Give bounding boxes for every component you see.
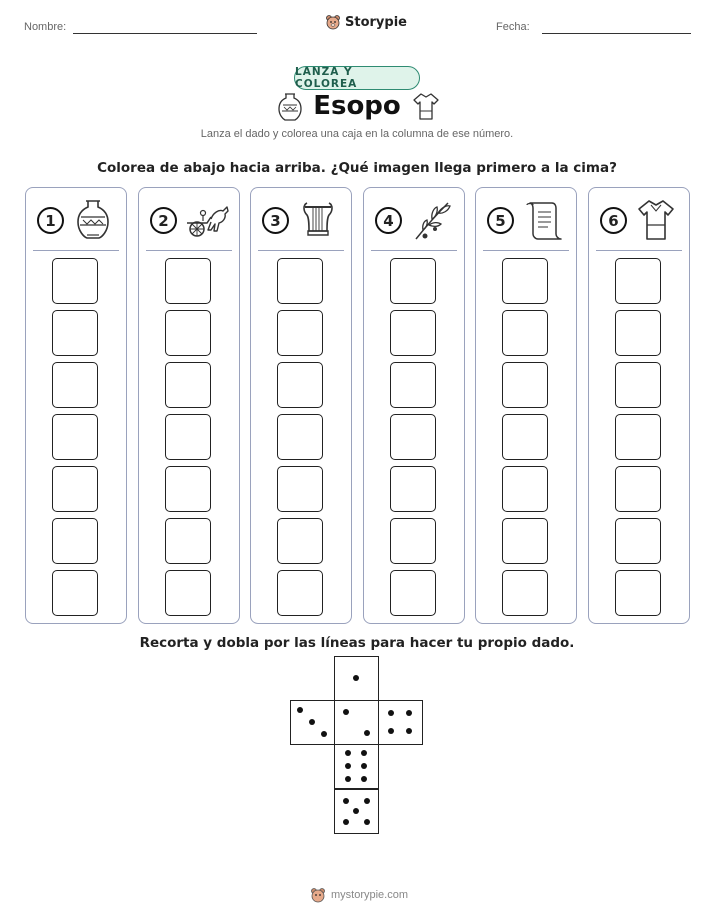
color-box[interactable] bbox=[615, 362, 661, 408]
color-box[interactable] bbox=[277, 518, 323, 564]
dice-pip bbox=[388, 728, 394, 734]
column-number: 5 bbox=[487, 207, 514, 234]
dice-pip bbox=[406, 710, 412, 716]
color-box[interactable] bbox=[502, 414, 548, 460]
date-line bbox=[542, 33, 691, 34]
footer bbox=[310, 887, 408, 903]
dice-face-1 bbox=[334, 656, 379, 701]
dice-pip bbox=[345, 776, 351, 782]
chariot-icon bbox=[183, 197, 229, 243]
column-6 bbox=[588, 187, 690, 624]
color-box[interactable] bbox=[615, 414, 661, 460]
lyre-icon bbox=[295, 197, 341, 243]
date-label: Fecha: bbox=[496, 21, 530, 33]
amphora-icon bbox=[274, 91, 306, 123]
dice-pip bbox=[343, 798, 349, 804]
scroll-icon bbox=[520, 197, 566, 243]
olive-branch-icon bbox=[408, 197, 454, 243]
column-divider bbox=[33, 250, 119, 251]
dice-pip bbox=[343, 709, 349, 715]
column-divider bbox=[483, 250, 569, 251]
dice-face-6 bbox=[334, 744, 379, 789]
dice-pip bbox=[345, 763, 351, 769]
column-number: 4 bbox=[375, 207, 402, 234]
column-number: 2 bbox=[150, 207, 177, 234]
color-box[interactable] bbox=[277, 414, 323, 460]
subtitle: Lanza el dado y colorea una caja en la columna de ese número. bbox=[200, 128, 514, 140]
color-box[interactable] bbox=[502, 310, 548, 356]
column-number: 1 bbox=[37, 207, 64, 234]
column-divider bbox=[258, 250, 344, 251]
dice-pip bbox=[364, 730, 370, 736]
dice-pip bbox=[406, 728, 412, 734]
brand-name: Storypie bbox=[345, 14, 407, 30]
dice-pip bbox=[361, 763, 367, 769]
color-box[interactable] bbox=[502, 362, 548, 408]
color-box[interactable] bbox=[165, 570, 211, 616]
brand-logo bbox=[325, 14, 407, 30]
color-box[interactable] bbox=[277, 362, 323, 408]
color-box[interactable] bbox=[52, 570, 98, 616]
amphora-icon bbox=[70, 197, 116, 243]
name-label: Nombre: bbox=[24, 21, 67, 33]
column-divider bbox=[596, 250, 682, 251]
dice-pip bbox=[388, 710, 394, 716]
column-3 bbox=[250, 187, 352, 624]
column-2 bbox=[138, 187, 240, 624]
color-box[interactable] bbox=[52, 258, 98, 304]
color-box[interactable] bbox=[390, 414, 436, 460]
color-box[interactable] bbox=[390, 466, 436, 512]
dice-pip bbox=[364, 798, 370, 804]
color-box[interactable] bbox=[165, 466, 211, 512]
dice-face-5 bbox=[334, 789, 379, 834]
bear-icon bbox=[325, 14, 341, 30]
dice-pip bbox=[361, 776, 367, 782]
dice-pip bbox=[343, 819, 349, 825]
column-divider bbox=[371, 250, 457, 251]
dice-pip bbox=[345, 750, 351, 756]
color-box[interactable] bbox=[165, 310, 211, 356]
dice-face-2 bbox=[334, 700, 379, 745]
color-box[interactable] bbox=[615, 466, 661, 512]
dice-pip bbox=[353, 675, 359, 681]
color-box[interactable] bbox=[52, 310, 98, 356]
dice-face-3 bbox=[290, 700, 335, 745]
color-box[interactable] bbox=[502, 570, 548, 616]
color-box[interactable] bbox=[502, 258, 548, 304]
column-4 bbox=[363, 187, 465, 624]
color-box[interactable] bbox=[390, 570, 436, 616]
color-box[interactable] bbox=[52, 414, 98, 460]
color-box[interactable] bbox=[52, 362, 98, 408]
column-divider bbox=[146, 250, 232, 251]
instruction-heading: Colorea de abajo hacia arriba. ¿Qué imagen llega primero a la cima? bbox=[97, 160, 617, 176]
name-line bbox=[73, 33, 257, 34]
dice-pip bbox=[353, 808, 359, 814]
color-box[interactable] bbox=[52, 518, 98, 564]
tunic-icon bbox=[633, 197, 679, 243]
color-box[interactable] bbox=[277, 466, 323, 512]
dice-pip bbox=[361, 750, 367, 756]
color-box[interactable] bbox=[502, 466, 548, 512]
color-box[interactable] bbox=[277, 310, 323, 356]
column-5 bbox=[475, 187, 577, 624]
color-box[interactable] bbox=[390, 362, 436, 408]
column-number: 6 bbox=[600, 207, 627, 234]
dice-face-4 bbox=[378, 700, 423, 745]
tunic-icon bbox=[410, 91, 442, 123]
page-title: Esopo bbox=[313, 91, 401, 121]
color-box[interactable] bbox=[165, 414, 211, 460]
dice-pip bbox=[309, 719, 315, 725]
bear-icon bbox=[310, 887, 326, 903]
dice-instruction: Recorta y dobla por las líneas para hacer tu propio dado. bbox=[139, 635, 575, 651]
column-1 bbox=[25, 187, 127, 624]
activity-badge: LANZA Y COLOREA bbox=[294, 66, 420, 90]
footer-url: mystorypie.com bbox=[331, 889, 409, 901]
color-box[interactable] bbox=[615, 258, 661, 304]
color-box[interactable] bbox=[502, 518, 548, 564]
dice-pip bbox=[364, 819, 370, 825]
color-box[interactable] bbox=[277, 570, 323, 616]
color-box[interactable] bbox=[615, 518, 661, 564]
column-number: 3 bbox=[262, 207, 289, 234]
color-box[interactable] bbox=[390, 310, 436, 356]
color-box[interactable] bbox=[165, 258, 211, 304]
dice-pip bbox=[321, 731, 327, 737]
dice-pip bbox=[297, 707, 303, 713]
color-box[interactable] bbox=[52, 466, 98, 512]
color-box[interactable] bbox=[390, 258, 436, 304]
color-box[interactable] bbox=[277, 258, 323, 304]
color-box[interactable] bbox=[615, 310, 661, 356]
color-box[interactable] bbox=[390, 518, 436, 564]
color-box[interactable] bbox=[615, 570, 661, 616]
color-box[interactable] bbox=[165, 362, 211, 408]
color-box[interactable] bbox=[165, 518, 211, 564]
